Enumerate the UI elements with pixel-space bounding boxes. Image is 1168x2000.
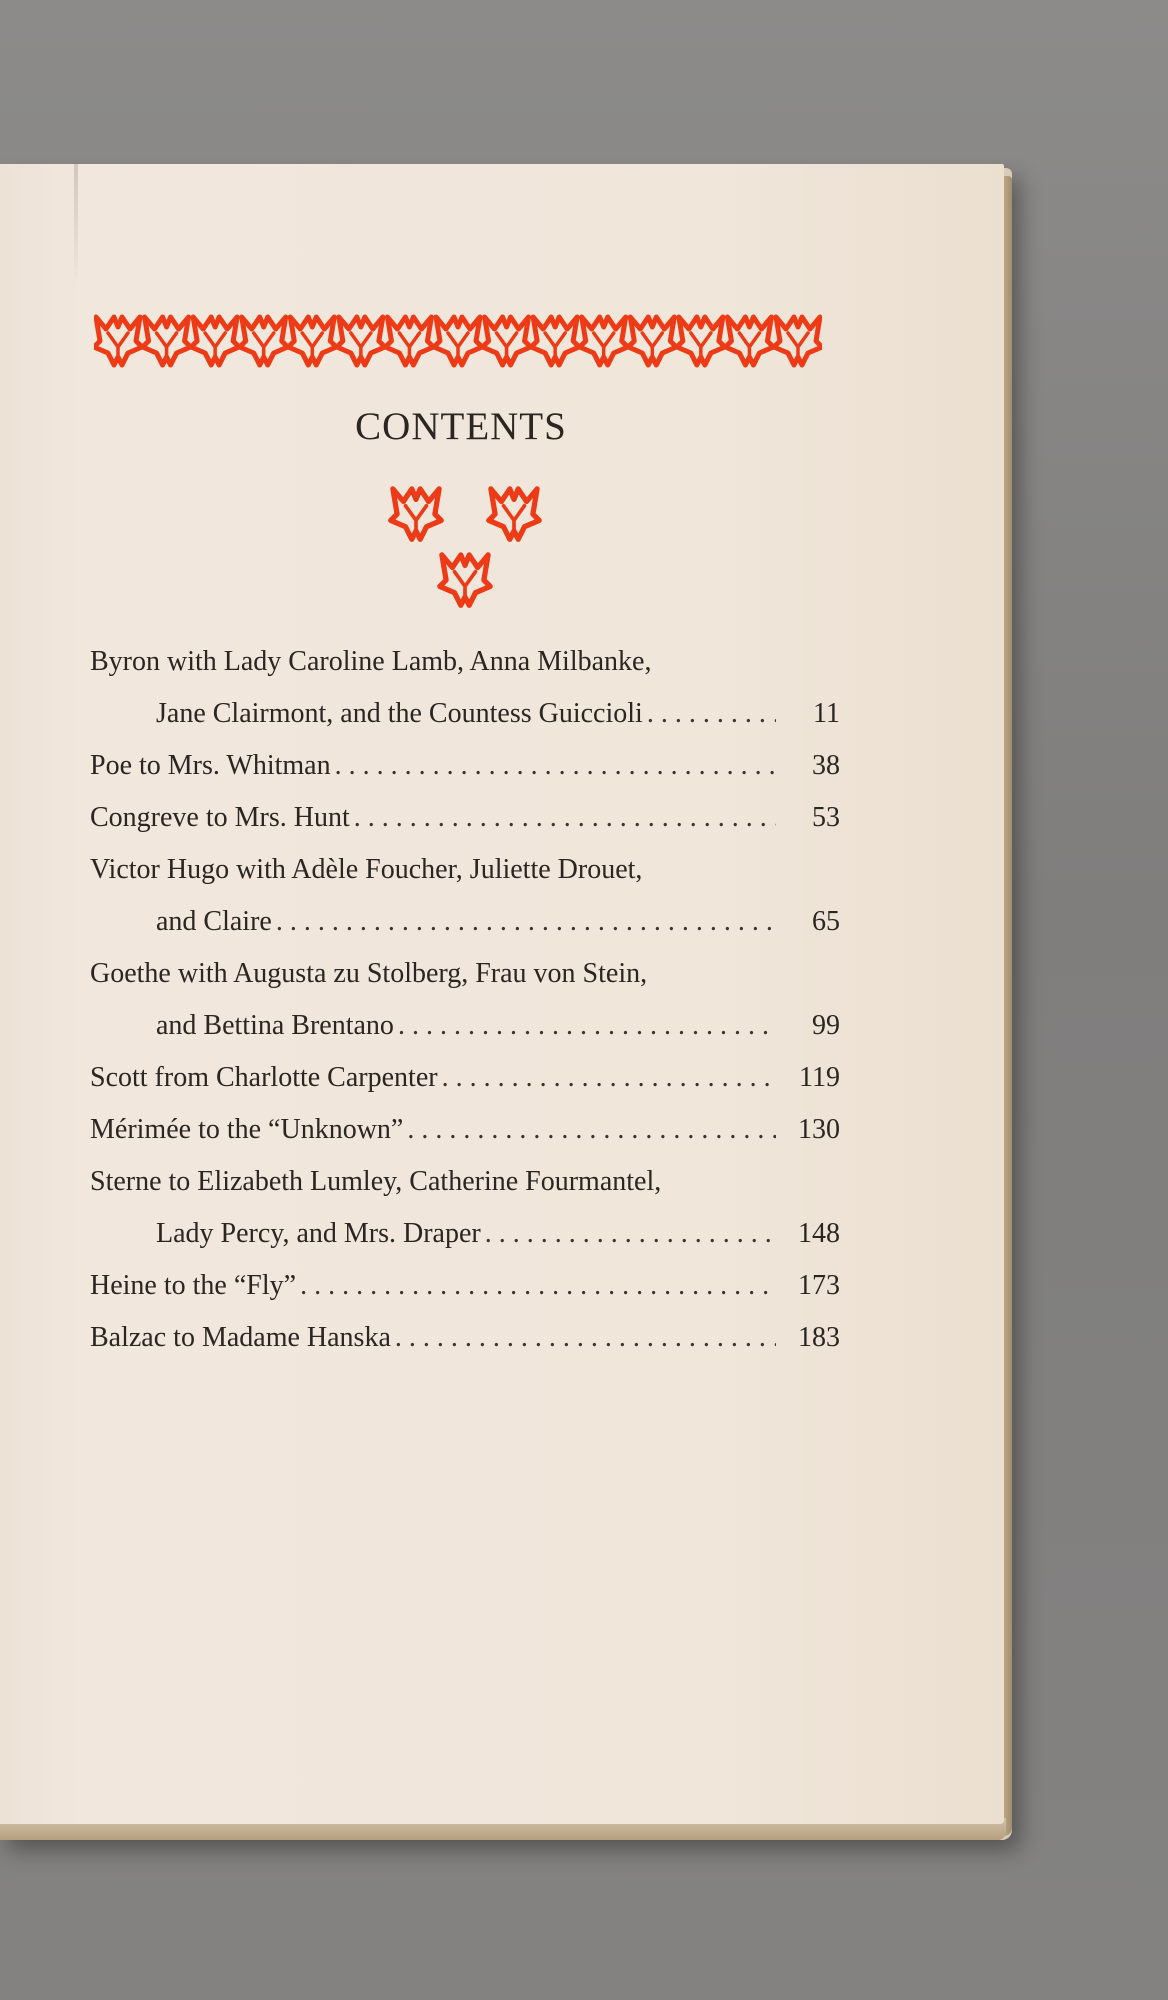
toc-entry-title: Heine to the “Fly” <box>90 1270 297 1301</box>
toc-entry-line <box>90 844 840 896</box>
toc-entry-title: and Claire <box>156 906 272 937</box>
toc-page-number: 65 <box>812 906 840 937</box>
toc-entry-title: and Bettina Brentano <box>156 1010 394 1041</box>
toc-entry <box>90 636 840 740</box>
dot-leader <box>331 740 776 792</box>
toc-entry-line <box>90 636 840 688</box>
toc-page-number: 148 <box>798 1218 840 1249</box>
leaf-ornament-icon <box>677 317 725 365</box>
toc-entry-title: Sterne to Elizabeth Lumley, Catherine Fourmantel, <box>90 1166 662 1197</box>
dot-leader <box>272 896 776 948</box>
toc-entry-title: Byron with Lady Caroline Lamb, Anna Milbanke, <box>90 646 652 677</box>
toc-entry-line <box>90 792 840 844</box>
leaf-ornament-icon <box>489 489 539 539</box>
toc-page-number: 130 <box>798 1114 840 1145</box>
toc-entry-title: Poe to Mrs. Whitman <box>90 750 331 781</box>
leaf-ornament-icon <box>434 317 482 365</box>
toc-page-number: 38 <box>812 750 840 781</box>
toc-entry <box>90 740 840 792</box>
toc-entry-title: Lady Percy, and Mrs. Draper <box>156 1218 481 1249</box>
toc-page-number: 99 <box>812 1010 840 1041</box>
page-title: CONTENTS <box>355 405 567 448</box>
leaf-ornament-icon <box>288 317 336 365</box>
toc-entry <box>90 792 840 844</box>
dot-leader <box>350 792 776 844</box>
leaf-ornament-icon <box>385 317 433 365</box>
leaf-ornament-icon <box>337 317 385 365</box>
toc-entry <box>90 1260 840 1312</box>
toc-entry <box>90 1156 840 1260</box>
dot-leader <box>438 1052 776 1104</box>
toc-entry-line <box>90 1260 840 1312</box>
ornament-band <box>94 306 822 372</box>
toc-entry-line <box>90 1104 840 1156</box>
leaf-ornament-icon <box>774 317 822 365</box>
toc-entry-title: Congreve to Mrs. Hunt <box>90 802 350 833</box>
toc-page-number: 53 <box>812 802 840 833</box>
toc-page-number: 119 <box>799 1062 840 1093</box>
toc-page-number: 11 <box>813 698 840 729</box>
toc-entry-continuation <box>90 1000 840 1052</box>
leaf-ornament-icon <box>628 317 676 365</box>
dot-leader <box>296 1260 776 1312</box>
leaf-ornament-icon <box>240 317 288 365</box>
toc-entry-title: Jane Clairmont, and the Countess Guiccioli <box>156 698 643 729</box>
toc-page-number: 173 <box>798 1270 840 1301</box>
dot-leader <box>643 688 776 740</box>
toc-entry-title: Balzac to Madame Hanska <box>90 1322 391 1353</box>
leaf-ornament-row-icon <box>94 306 822 372</box>
triple-leaf-flourish <box>388 482 548 612</box>
leaf-ornament-icon <box>580 317 628 365</box>
toc-entry-title: Victor Hugo with Adèle Foucher, Juliette Drouet, <box>90 854 643 885</box>
toc-entry <box>90 844 840 948</box>
toc-entry-title: Goethe with Augusta zu Stolberg, Frau von Stein, <box>90 958 648 989</box>
toc-entry-line <box>90 740 840 792</box>
toc-entry-line <box>90 1052 840 1104</box>
toc-entry-line <box>90 1156 840 1208</box>
leaf-ornament-icon <box>531 317 579 365</box>
leaf-flourish-icon <box>388 482 548 612</box>
toc-entry <box>90 948 840 1052</box>
dot-leader <box>481 1208 776 1260</box>
toc-entry-continuation <box>90 896 840 948</box>
toc-entry-line <box>90 1312 840 1364</box>
toc-entry-line <box>90 948 840 1000</box>
toc-entry-continuation <box>90 1208 840 1260</box>
leaf-ornament-icon <box>94 317 142 365</box>
dot-leader <box>391 1312 776 1364</box>
dot-leader <box>394 1000 776 1052</box>
leaf-ornament-icon <box>725 317 773 365</box>
toc-entry <box>90 1104 840 1156</box>
toc-entry <box>90 1052 840 1104</box>
toc-entry-continuation <box>90 688 840 740</box>
leaf-ornament-icon <box>391 489 441 539</box>
leaf-ornament-icon <box>483 317 531 365</box>
toc-entry-title: Scott from Charlotte Carpenter <box>90 1062 438 1093</box>
dot-leader <box>403 1104 776 1156</box>
leaf-ornament-icon <box>143 317 191 365</box>
table-of-contents <box>90 636 840 1364</box>
toc-page-number: 183 <box>798 1322 840 1353</box>
leaf-ornament-icon <box>440 555 490 605</box>
leaf-ornament-icon <box>191 317 239 365</box>
toc-entry <box>90 1312 840 1364</box>
toc-entry-title: Mérimée to the “Unknown” <box>90 1114 404 1145</box>
